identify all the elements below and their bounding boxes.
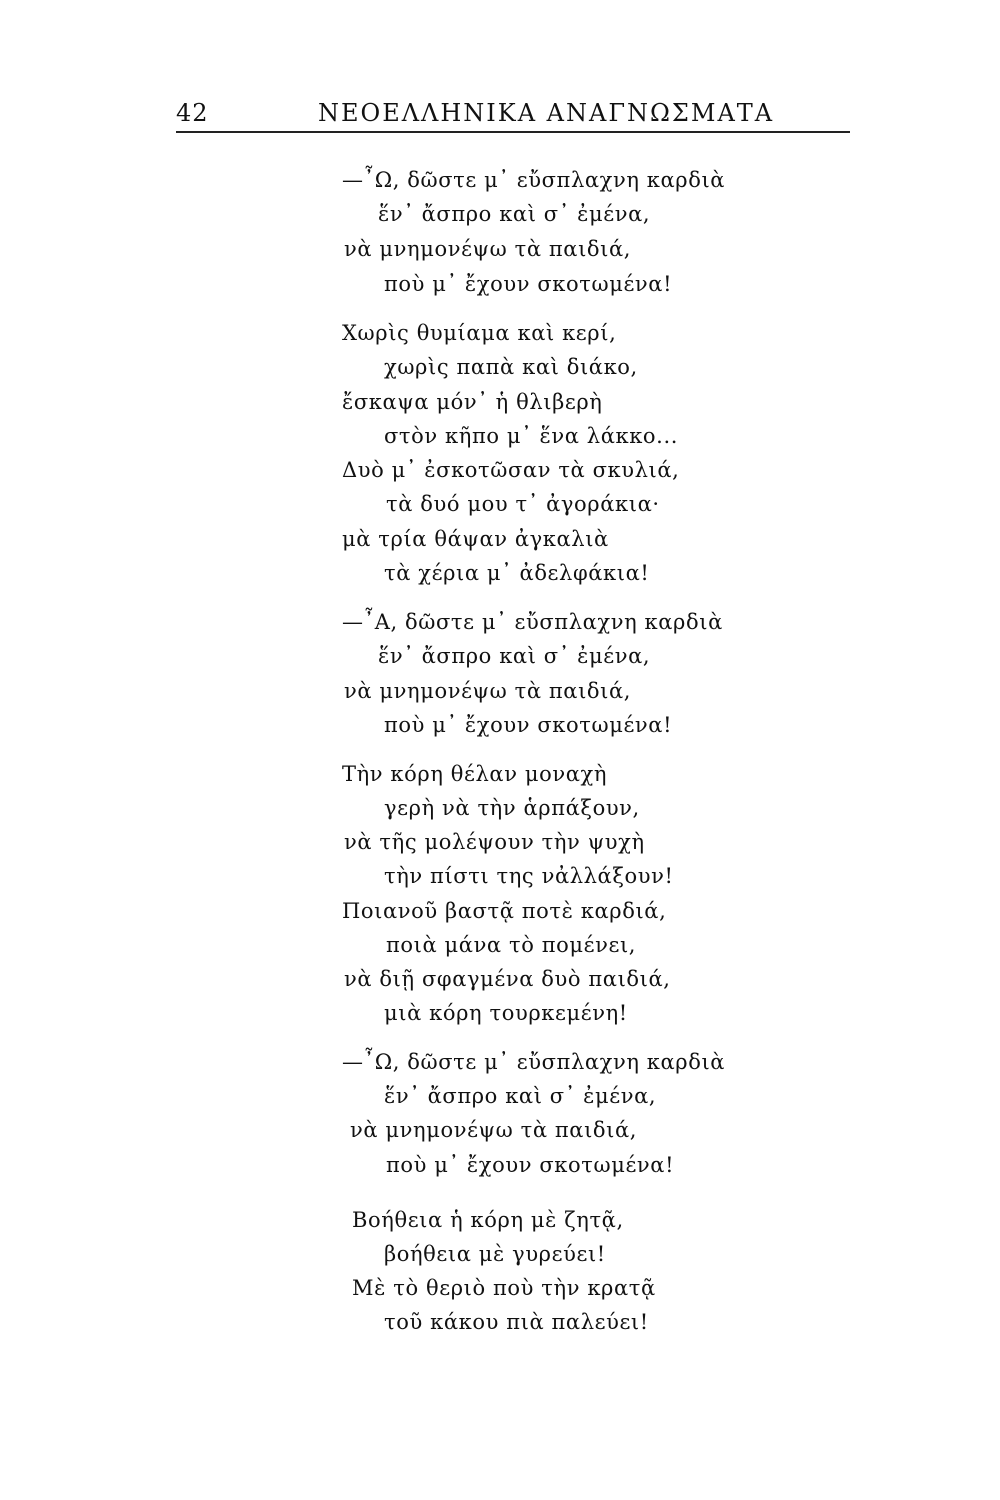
poem-line: ἕν᾽ ἄσπρο καὶ σ᾽ ἐμένα, (378, 202, 651, 226)
poem-line: ἔσκαψα μόν᾽ ἡ θλιβερὴ (342, 390, 603, 414)
poem-line: Μὲ τὸ θεριὸ ποὺ τὴν κρατᾷ (352, 1276, 656, 1300)
poem-line: ποιὰ μάνα τὸ πομένει, (386, 933, 637, 957)
poem-line: Τὴν κόρη θέλαν μοναχὴ (342, 762, 607, 786)
poem-line: Χωρὶς θυμίαμα καὶ κερί, (342, 321, 617, 345)
poem-line: ἕν᾽ ἄσπρο καὶ σ᾽ ἐμένα, (378, 644, 651, 668)
poem-line: γερὴ νὰ τὴν ἁρπάξουν, (384, 796, 640, 820)
poem-line: νὰ διῇ σφαγμένα δυὸ παιδιά, (344, 967, 671, 991)
poem-line: νὰ μνημονέψω τὰ παιδιά, (344, 679, 632, 703)
poem-line: νὰ μνημονέψω τὰ παιδιά, (350, 1118, 638, 1142)
poem-line: τοῦ κάκου πιὰ παλεύει! (384, 1310, 649, 1334)
poem-line: ποὺ μ᾽ ἔχουν σκοτωμένα! (386, 1153, 675, 1177)
poem-line: τὰ χέρια μ᾽ ἀδελφάκια! (384, 561, 650, 585)
poem-line: —῏Α, δῶστε μ᾽ εὔσπλαχνη καρδιὰ (342, 610, 723, 634)
poem-line: χωρὶς παπὰ καὶ διάκο, (384, 355, 638, 379)
poem-line: Βοήθεια ἡ κόρη μὲ ζητᾷ, (352, 1208, 624, 1232)
poem-line: νὰ μνημονέψω τὰ παιδιά, (344, 237, 632, 261)
poem-line: ποὺ μ᾽ ἔχουν σκοτωμένα! (384, 713, 673, 737)
running-title: ΝΕΟΕΛΛΗΝΙΚΑ ΑΝΑΓΝΩΣΜΑΤΑ (318, 99, 775, 127)
poem-line: ποὺ μ᾽ ἔχουν σκοτωμένα! (384, 272, 673, 296)
poem-line: Δυὸ μ᾽ ἐσκοτῶσαν τὰ σκυλιά, (342, 458, 680, 482)
poem-line: —῏Ω, δῶστε μ᾽ εὔσπλαχνη καρδιὰ (342, 1050, 726, 1074)
poem-line: βοήθεια μὲ γυρεύει! (384, 1242, 606, 1266)
poem-line: νὰ τῆς μολέψουν τὴν ψυχὴ (344, 830, 645, 854)
poem-line: Ποιανοῦ βαστᾷ ποτὲ καρδιά, (342, 899, 667, 923)
poem-line: τὴν πίστι της νἀλλάξουν! (384, 864, 674, 888)
poem-line: τὰ δυό μου τ᾽ ἀγοράκια· (386, 492, 660, 516)
poem-line: —῏Ω, δῶστε μ᾽ εὔσπλαχνη καρδιὰ (342, 168, 726, 192)
poem-line: στὸν κῆπο μ᾽ ἕνα λάκκο... (384, 424, 678, 448)
poem-line: μιὰ κόρη τουρκεμένη! (384, 1001, 628, 1025)
poem-line: ἕν᾽ ἄσπρο καὶ σ᾽ ἐμένα, (384, 1084, 657, 1108)
page-number: 42 (176, 99, 209, 127)
poem-line: μὰ τρία θάψαν ἀγκαλιὰ (342, 527, 609, 551)
